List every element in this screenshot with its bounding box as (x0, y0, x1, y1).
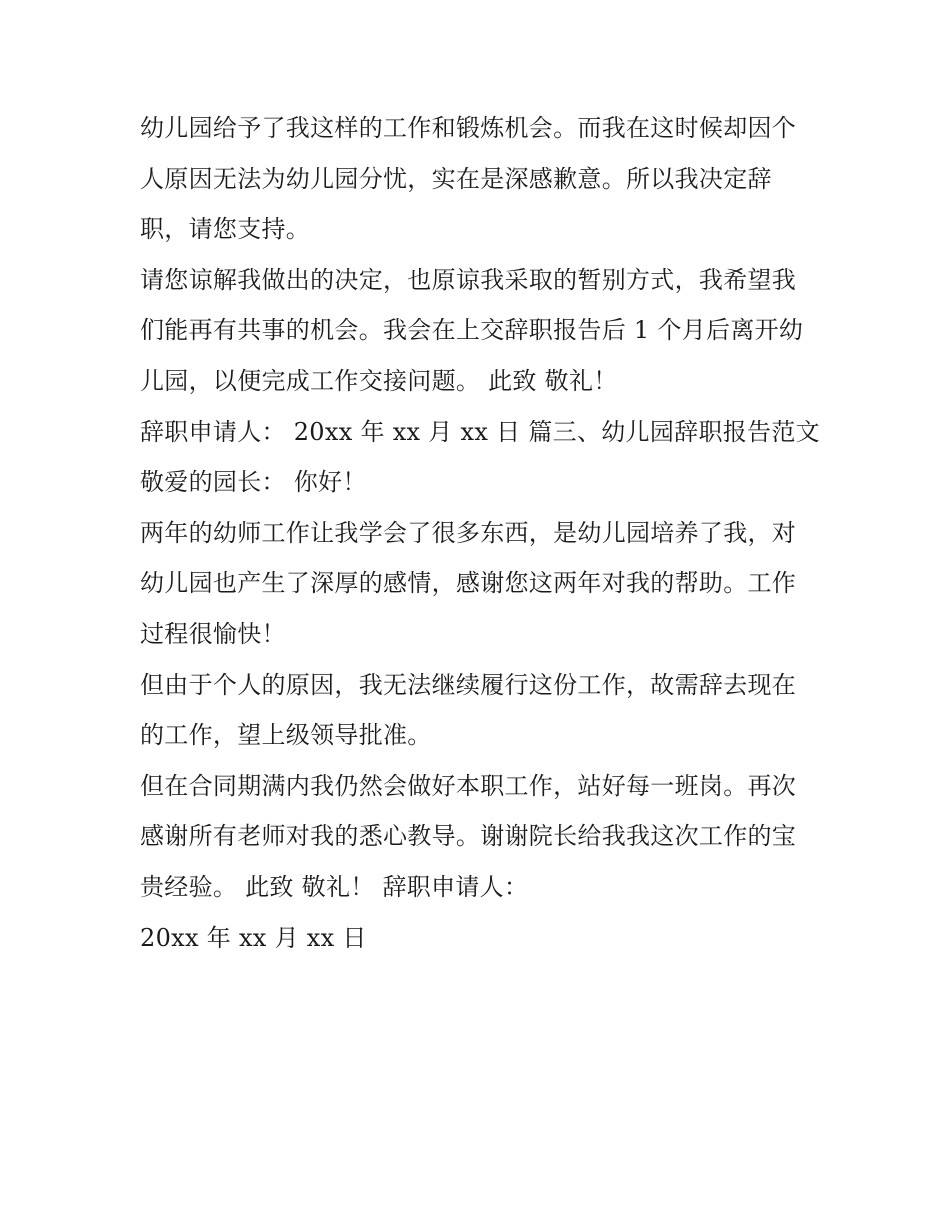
text-line: 幼儿园也产生了深厚的感情，感谢您这两年对我的帮助。工作 (140, 569, 797, 598)
text-line: 幼儿园给予了我这样的工作和锻炼机会。而我在这时候却因个 (140, 114, 797, 142)
text-line: 的工作，望上级领导批准。 (140, 721, 432, 750)
text-line: 但在合同期满内我仍然会做好本职工作，站好每一班岗。再次 (140, 771, 797, 800)
text-line: 20xx 年 xx 月 xx 日 (140, 923, 367, 952)
text-line: 儿园，以便完成工作交接问题。 此致 敬礼！ (140, 366, 618, 395)
text-line: 但由于个人的原因，我无法继续履行这份工作，故需辞去现在 (140, 670, 797, 699)
text-line: 过程很愉快！ (140, 619, 286, 648)
text-line: 人原因无法为幼儿园分忧，实在是深感歉意。所以我决定辞 (140, 164, 772, 193)
text-line: 贵经验。 此致 敬礼！ 辞职申请人： (140, 872, 529, 901)
text-line: 感谢所有老师对我的悉心教导。谢谢院长给我我这次工作的宝 (140, 822, 797, 851)
document-body (140, 103, 820, 963)
text-line: 两年的幼师工作让我学会了很多东西，是幼儿园培养了我，对 (140, 518, 797, 547)
text-line: 敬爱的园长： 你好！ (140, 468, 367, 497)
text-line: 职，请您支持。 (140, 215, 311, 244)
text-line: 们能再有共事的机会。我会在上交辞职报告后 1 个月后离开幼 (140, 316, 804, 345)
text-line: 辞职申请人： 20xx 年 xx 月 xx 日 篇三、幼儿园辞职报告范文 (140, 417, 820, 446)
text-line: 请您谅解我做出的决定，也原谅我采取的暂别方式，我希望我 (140, 265, 797, 294)
